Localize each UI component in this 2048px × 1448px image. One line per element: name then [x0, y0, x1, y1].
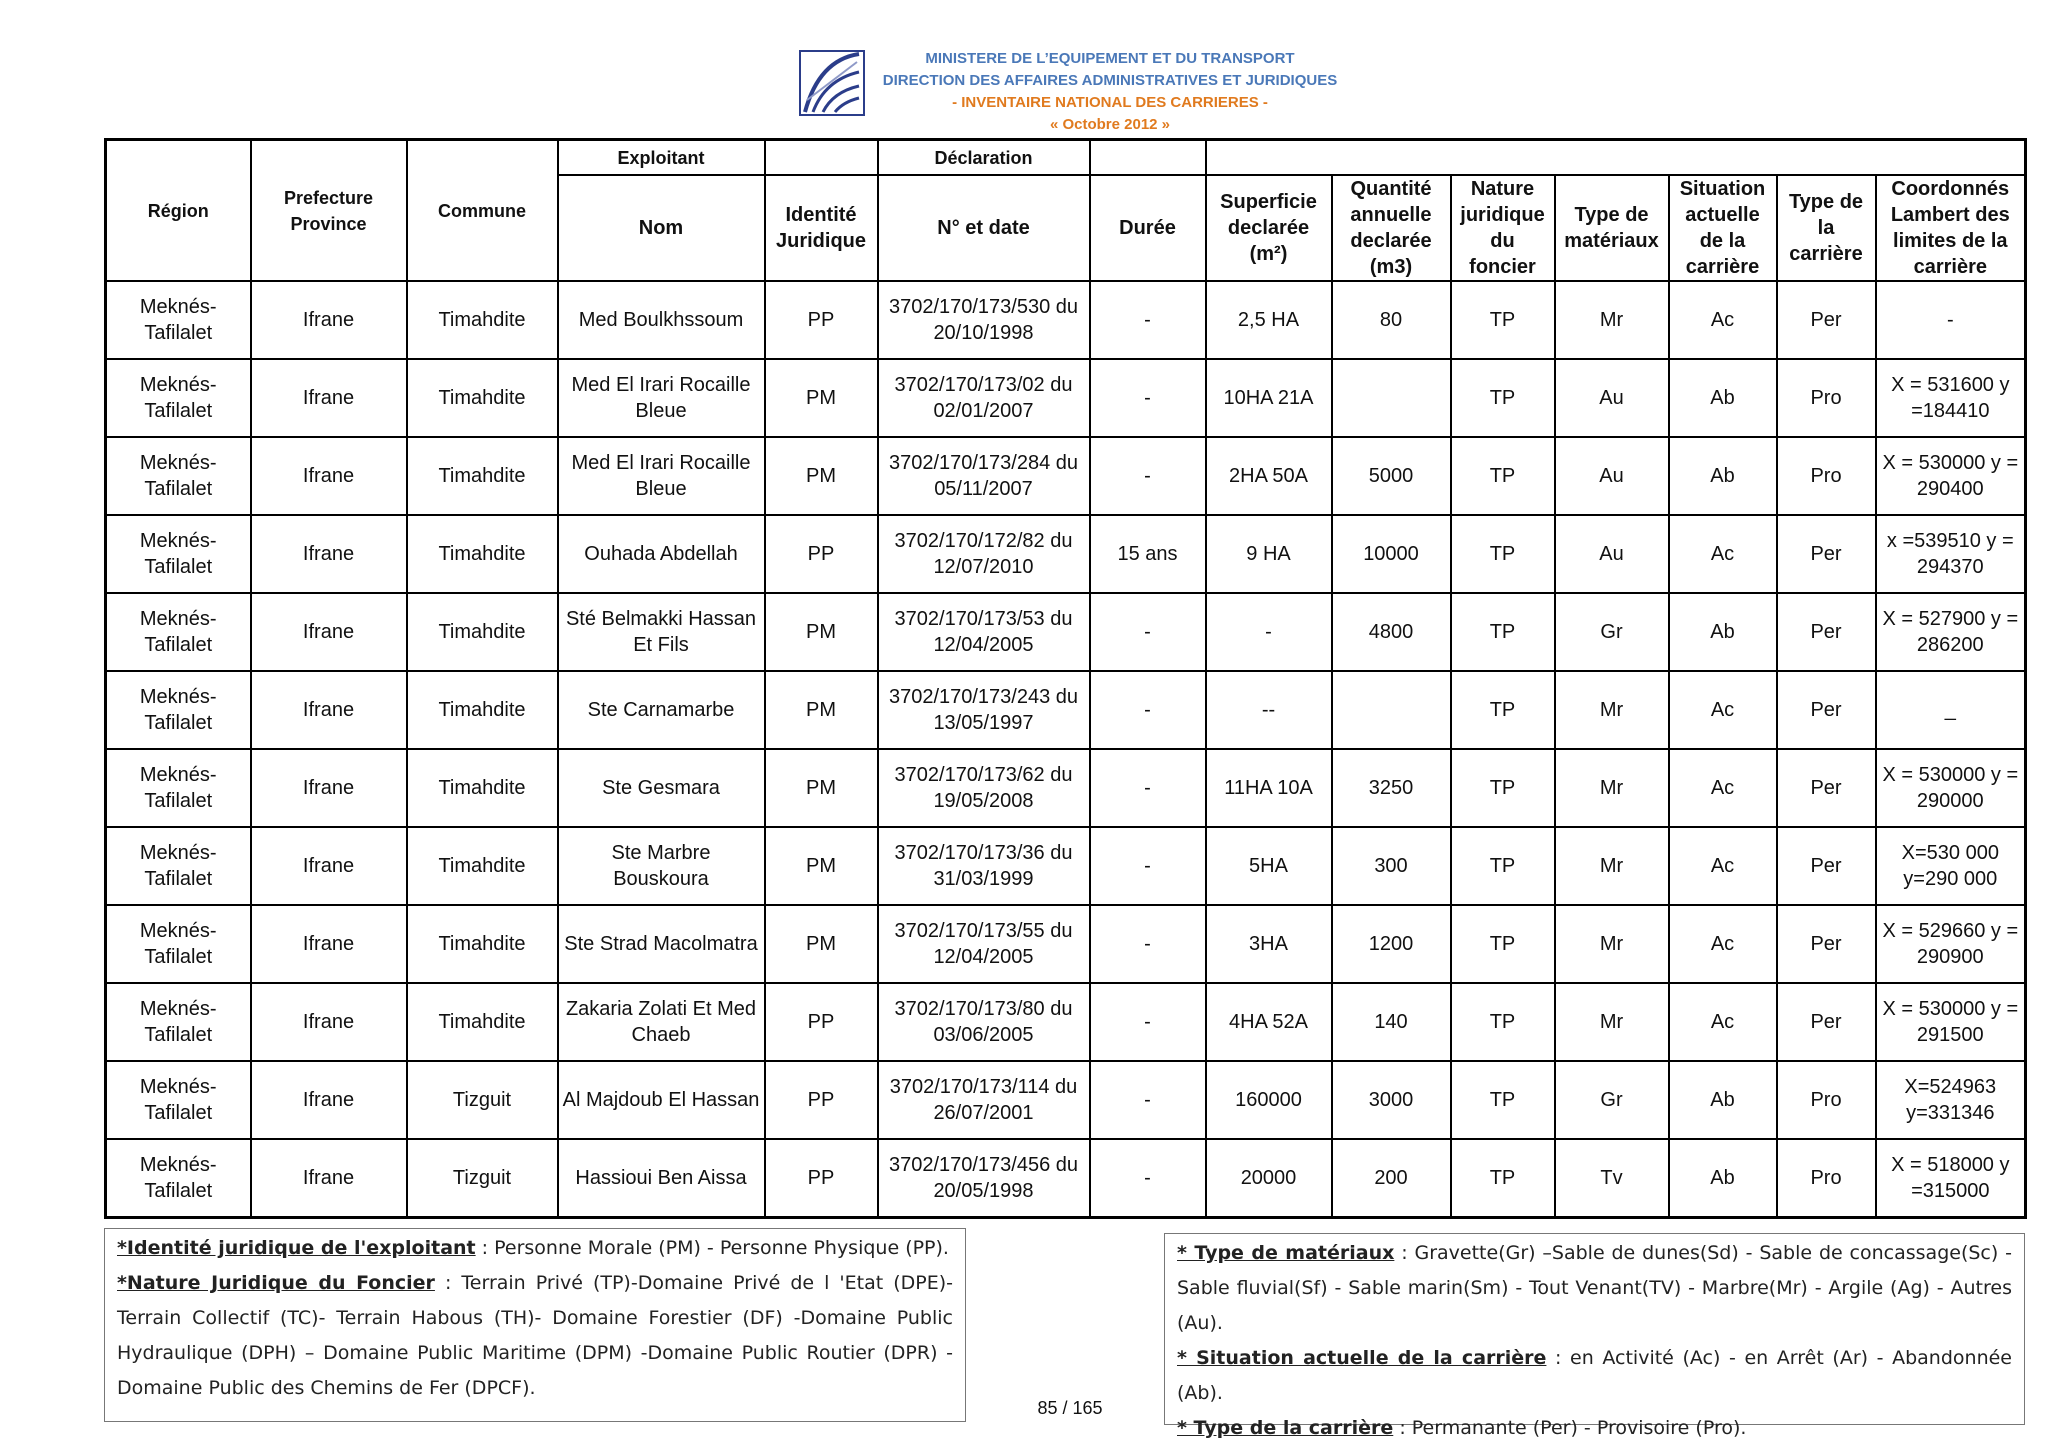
cell-numero: 3702/170/173/55 du 12/04/2005 — [878, 905, 1090, 983]
cell-prefecture: Ifrane — [251, 515, 407, 593]
table-row — [106, 593, 2026, 671]
cell-materiaux: Mr — [1555, 281, 1669, 359]
cell-superficie: 2HA 50A — [1206, 437, 1332, 515]
table-row — [106, 437, 2026, 515]
cell-duree: - — [1090, 671, 1206, 749]
cell-nature: TP — [1451, 749, 1555, 827]
ministry-logo-icon — [799, 50, 865, 116]
table-row — [106, 515, 2026, 593]
cell-nom: Med El Irari Rocaille Bleue — [558, 437, 765, 515]
cell-coord: X=524963 y=331346 — [1876, 1061, 2026, 1139]
cell-prefecture: Ifrane — [251, 827, 407, 905]
cell-duree: 15 ans — [1090, 515, 1206, 593]
cell-prefecture: Ifrane — [251, 1061, 407, 1139]
cell-prefecture: Ifrane — [251, 905, 407, 983]
cell-duree: - — [1090, 359, 1206, 437]
cell-duree: - — [1090, 905, 1206, 983]
cell-prefecture: Ifrane — [251, 593, 407, 671]
cell-materiaux: Gr — [1555, 593, 1669, 671]
cell-materiaux: Mr — [1555, 671, 1669, 749]
cell-identite: PM — [765, 593, 878, 671]
cell-nature: TP — [1451, 905, 1555, 983]
cell-numero: 3702/170/173/456 du 20/05/1998 — [878, 1139, 1090, 1217]
cell-coord: X = 530000 y = 291500 — [1876, 983, 2026, 1061]
cell-nature: TP — [1451, 281, 1555, 359]
cell-duree: - — [1090, 281, 1206, 359]
cell-quantite — [1332, 359, 1451, 437]
cell-numero: 3702/170/173/530 du 20/10/1998 — [878, 281, 1090, 359]
cell-coord: x =539510 y = 294370 — [1876, 515, 2026, 593]
cell-materiaux: Au — [1555, 437, 1669, 515]
cell-type: Per — [1777, 827, 1876, 905]
group-header-empty — [1090, 140, 1206, 176]
cell-numero: 3702/170/173/36 du 31/03/1999 — [878, 827, 1090, 905]
legend-nature-title: *Nature Juridique du Foncier — [117, 1272, 435, 1294]
col-header-superficie: Superficie declarée (m²) — [1206, 175, 1332, 281]
cell-materiaux: Gr — [1555, 1061, 1669, 1139]
cell-prefecture: Ifrane — [251, 281, 407, 359]
cell-materiaux: Mr — [1555, 983, 1669, 1061]
cell-duree: - — [1090, 1139, 1206, 1217]
table-row — [106, 1139, 2026, 1217]
cell-identite: PM — [765, 437, 878, 515]
legend-type — [1177, 1411, 2012, 1446]
cell-numero: 3702/170/173/284 du 05/11/2007 — [878, 437, 1090, 515]
legend-type-text: : Permanante (Per) - Provisoire (Pro). — [1399, 1417, 1747, 1439]
legend-identite-text: : Personne Morale (PM) - Personne Physique (PP). — [481, 1237, 949, 1259]
direction-title: DIRECTION DES AFFAIRES ADMINISTRATIVES ET JURIDIQUES — [882, 72, 1338, 89]
cell-nature: TP — [1451, 515, 1555, 593]
legend-nature — [117, 1266, 953, 1406]
cell-type: Per — [1777, 593, 1876, 671]
cell-superficie: 160000 — [1206, 1061, 1332, 1139]
cell-superficie: 2,5 HA — [1206, 281, 1332, 359]
cell-numero: 3702/170/173/62 du 19/05/2008 — [878, 749, 1090, 827]
cell-numero: 3702/170/173/243 du 13/05/1997 — [878, 671, 1090, 749]
cell-materiaux: Mr — [1555, 749, 1669, 827]
legend-situation — [1177, 1341, 2012, 1411]
cell-type: Per — [1777, 281, 1876, 359]
cell-nom: Med El Irari Rocaille Bleue — [558, 359, 765, 437]
cell-region: Meknés-Tafilalet — [106, 905, 251, 983]
cell-region: Meknés-Tafilalet — [106, 983, 251, 1061]
cell-prefecture: Ifrane — [251, 437, 407, 515]
cell-nature: TP — [1451, 437, 1555, 515]
cell-quantite: 5000 — [1332, 437, 1451, 515]
cell-type: Per — [1777, 749, 1876, 827]
cell-situation: Ab — [1669, 437, 1777, 515]
cell-region: Meknés-Tafilalet — [106, 1061, 251, 1139]
col-header-duree: Durée — [1090, 175, 1206, 281]
cell-type: Per — [1777, 671, 1876, 749]
cell-coord: _ — [1876, 671, 2026, 749]
cell-coord: X = 527900 y = 286200 — [1876, 593, 2026, 671]
cell-situation: Ac — [1669, 905, 1777, 983]
cell-prefecture: Ifrane — [251, 749, 407, 827]
cell-type: Per — [1777, 983, 1876, 1061]
cell-numero: 3702/170/173/80 du 03/06/2005 — [878, 983, 1090, 1061]
cell-coord: X = 530000 y = 290400 — [1876, 437, 2026, 515]
legend-materiaux-title: * Type de matériaux — [1177, 1242, 1395, 1264]
cell-nature: TP — [1451, 827, 1555, 905]
cell-commune: Timahdite — [407, 671, 558, 749]
period-label: « Octobre 2012 » — [1049, 116, 1171, 133]
cell-situation: Ac — [1669, 671, 1777, 749]
cell-quantite: 140 — [1332, 983, 1451, 1061]
cell-materiaux: Tv — [1555, 1139, 1669, 1217]
cell-region: Meknés-Tafilalet — [106, 827, 251, 905]
col-header-type-carriere: Type de la carrière — [1777, 175, 1876, 281]
cell-identite: PM — [765, 749, 878, 827]
col-header-commune: Commune — [407, 140, 558, 282]
cell-nom: Sté Belmakki Hassan Et Fils — [558, 593, 765, 671]
cell-duree: - — [1090, 593, 1206, 671]
cell-commune: Timahdite — [407, 281, 558, 359]
cell-situation: Ab — [1669, 1061, 1777, 1139]
cell-duree: - — [1090, 437, 1206, 515]
ministry-title: MINISTERE DE L’EQUIPEMENT ET DU TRANSPORT — [925, 50, 1295, 67]
table-row — [106, 281, 2026, 359]
group-header-empty — [1206, 140, 2026, 176]
cell-numero: 3702/170/173/02 du 02/01/2007 — [878, 359, 1090, 437]
legend-juridique — [104, 1228, 966, 1422]
cell-materiaux: Au — [1555, 515, 1669, 593]
cell-commune: Timahdite — [407, 749, 558, 827]
cell-identite: PP — [765, 281, 878, 359]
cell-materiaux: Mr — [1555, 905, 1669, 983]
cell-region: Meknés-Tafilalet — [106, 437, 251, 515]
cell-nature: TP — [1451, 359, 1555, 437]
cell-quantite — [1332, 671, 1451, 749]
cell-situation: Ac — [1669, 515, 1777, 593]
cell-nom: Med Boulkhssoum — [558, 281, 765, 359]
cell-quantite: 1200 — [1332, 905, 1451, 983]
inventory-title: - INVENTAIRE NATIONAL DES CARRIERES - — [952, 94, 1268, 111]
cell-materiaux: Au — [1555, 359, 1669, 437]
cell-numero: 3702/170/172/82 du 12/07/2010 — [878, 515, 1090, 593]
cell-nature: TP — [1451, 1061, 1555, 1139]
cell-quantite: 80 — [1332, 281, 1451, 359]
cell-quantite: 10000 — [1332, 515, 1451, 593]
cell-nom: Hassioui Ben Aissa — [558, 1139, 765, 1217]
cell-region: Meknés-Tafilalet — [106, 671, 251, 749]
legend-carriere — [1164, 1233, 2025, 1439]
cell-situation: Ac — [1669, 827, 1777, 905]
cell-commune: Tizguit — [407, 1139, 558, 1217]
cell-identite: PP — [765, 1061, 878, 1139]
legend-materiaux-text: : Gravette(Gr) –Sable de dunes(Sd) - Sable de concassage(Sc) - Sable fluvial(Sf) - Sable marin(Sm) - Tout Venant(TV) - Marbre(Mr) - Argile (Ag) - Autres (Au). — [1177, 1242, 2012, 1334]
cell-nom: Zakaria Zolati Et Med Chaeb — [558, 983, 765, 1061]
table-row — [106, 671, 2026, 749]
table-row — [106, 1061, 2026, 1139]
cell-identite: PP — [765, 1139, 878, 1217]
cell-region: Meknés-Tafilalet — [106, 515, 251, 593]
col-header-prefecture: Prefecture Province — [251, 140, 407, 282]
cell-numero: 3702/170/173/114 du 26/07/2001 — [878, 1061, 1090, 1139]
cell-situation: Ac — [1669, 281, 1777, 359]
legend-type-title: * Type de la carrière — [1177, 1417, 1394, 1439]
cell-prefecture: Ifrane — [251, 1139, 407, 1217]
cell-type: Pro — [1777, 437, 1876, 515]
carrieres-table — [104, 138, 2027, 1219]
cell-superficie: 11HA 10A — [1206, 749, 1332, 827]
group-header-declaration: Déclaration — [878, 140, 1090, 176]
cell-nom: Al Majdoub El Hassan — [558, 1061, 765, 1139]
cell-superficie: 5HA — [1206, 827, 1332, 905]
cell-commune: Tizguit — [407, 1061, 558, 1139]
cell-situation: Ac — [1669, 749, 1777, 827]
cell-nature: TP — [1451, 593, 1555, 671]
cell-superficie: - — [1206, 593, 1332, 671]
cell-nature: TP — [1451, 671, 1555, 749]
cell-prefecture: Ifrane — [251, 359, 407, 437]
col-header-identite: Identité Juridique — [765, 175, 878, 281]
cell-nom: Ste Strad Macolmatra — [558, 905, 765, 983]
page-number: 85 / 165 — [1037, 1398, 1103, 1418]
cell-situation: Ab — [1669, 359, 1777, 437]
cell-duree: - — [1090, 983, 1206, 1061]
cell-quantite: 4800 — [1332, 593, 1451, 671]
cell-identite: PP — [765, 515, 878, 593]
cell-duree: - — [1090, 749, 1206, 827]
cell-type: Per — [1777, 905, 1876, 983]
group-header-row — [106, 140, 2026, 176]
cell-coord: X = 531600 y =184410 — [1876, 359, 2026, 437]
cell-nom: Ste Carnamarbe — [558, 671, 765, 749]
col-header-type-materiaux: Type de matériaux — [1555, 175, 1669, 281]
cell-type: Pro — [1777, 1061, 1876, 1139]
cell-commune: Timahdite — [407, 437, 558, 515]
cell-superficie: 3HA — [1206, 905, 1332, 983]
cell-region: Meknés-Tafilalet — [106, 593, 251, 671]
legend-nature-text: : Terrain Privé (TP)-Domaine Privé de l 'Etat (DPE)-Terrain Collectif (TC)- Terrain Habous (TH)- Domaine Forestier (DF) -Domaine Public Hydraulique (DPH) – Domaine Public Maritime (DPM) -Domaine Public Routier (DPR) -Domaine Public des Chemins de Fer (DPCF). — [117, 1272, 954, 1399]
document-header — [0, 48, 2048, 136]
table-row — [106, 359, 2026, 437]
cell-commune: Timahdite — [407, 983, 558, 1061]
cell-identite: PM — [765, 905, 878, 983]
cell-situation: Ab — [1669, 1139, 1777, 1217]
cell-nature: TP — [1451, 983, 1555, 1061]
col-header-region: Région — [106, 140, 251, 282]
cell-nature: TP — [1451, 1139, 1555, 1217]
table-row — [106, 983, 2026, 1061]
cell-superficie: 9 HA — [1206, 515, 1332, 593]
cell-commune: Timahdite — [407, 827, 558, 905]
cell-nom: Ouhada Abdellah — [558, 515, 765, 593]
cell-situation: Ab — [1669, 593, 1777, 671]
cell-type: Pro — [1777, 359, 1876, 437]
header-titles — [860, 48, 1360, 136]
cell-identite: PM — [765, 359, 878, 437]
legend-materiaux — [1177, 1236, 2012, 1341]
cell-identite: PM — [765, 671, 878, 749]
cell-commune: Timahdite — [407, 905, 558, 983]
cell-superficie: -- — [1206, 671, 1332, 749]
cell-prefecture: Ifrane — [251, 983, 407, 1061]
group-header-exploitant: Exploitant — [558, 140, 765, 176]
cell-identite: PP — [765, 983, 878, 1061]
cell-coord: X = 518000 y =315000 — [1876, 1139, 2026, 1217]
cell-superficie: 4HA 52A — [1206, 983, 1332, 1061]
cell-coord: - — [1876, 281, 2026, 359]
cell-coord: X = 529660 y = 290900 — [1876, 905, 2026, 983]
table-row — [106, 827, 2026, 905]
cell-superficie: 20000 — [1206, 1139, 1332, 1217]
legend-situation-title: * Situation actuelle de la carrière — [1177, 1347, 1547, 1369]
cell-type: Per — [1777, 515, 1876, 593]
col-header-nature: Nature juridique du foncier — [1451, 175, 1555, 281]
cell-prefecture: Ifrane — [251, 671, 407, 749]
cell-superficie: 10HA 21A — [1206, 359, 1332, 437]
table-row — [106, 905, 2026, 983]
cell-coord: X=530 000 y=290 000 — [1876, 827, 2026, 905]
cell-commune: Timahdite — [407, 515, 558, 593]
cell-region: Meknés-Tafilalet — [106, 281, 251, 359]
cell-situation: Ac — [1669, 983, 1777, 1061]
cell-coord: X = 530000 y = 290000 — [1876, 749, 2026, 827]
cell-region: Meknés-Tafilalet — [106, 749, 251, 827]
table-body — [106, 281, 2026, 1217]
cell-numero: 3702/170/173/53 du 12/04/2005 — [878, 593, 1090, 671]
cell-nom: Ste Marbre Bouskoura — [558, 827, 765, 905]
legend-identite — [117, 1231, 953, 1266]
cell-commune: Timahdite — [407, 359, 558, 437]
cell-nom: Ste Gesmara — [558, 749, 765, 827]
cell-region: Meknés-Tafilalet — [106, 1139, 251, 1217]
cell-identite: PM — [765, 827, 878, 905]
table-row — [106, 749, 2026, 827]
cell-duree: - — [1090, 827, 1206, 905]
cell-region: Meknés-Tafilalet — [106, 359, 251, 437]
group-header-empty — [765, 140, 878, 176]
cell-quantite: 3250 — [1332, 749, 1451, 827]
legend-identite-title: *Identité juridique de l'exploitant — [117, 1237, 476, 1259]
cell-type: Pro — [1777, 1139, 1876, 1217]
cell-materiaux: Mr — [1555, 827, 1669, 905]
cell-quantite: 3000 — [1332, 1061, 1451, 1139]
col-header-situation: Situation actuelle de la carrière — [1669, 175, 1777, 281]
col-header-coordonnees: Coordonnés Lambert des limites de la carrière — [1876, 175, 2026, 281]
cell-quantite: 200 — [1332, 1139, 1451, 1217]
legend-situation-text: : en Activité (Ac) - en Arrêt (Ar) - Abandonnée (Ab). — [1177, 1347, 2012, 1404]
cell-duree: - — [1090, 1061, 1206, 1139]
cell-commune: Timahdite — [407, 593, 558, 671]
cell-quantite: 300 — [1332, 827, 1451, 905]
col-header-nom: Nom — [558, 175, 765, 281]
col-header-numero: N° et date — [878, 175, 1090, 281]
col-header-quantite: Quantité annuelle declarée (m3) — [1332, 175, 1451, 281]
